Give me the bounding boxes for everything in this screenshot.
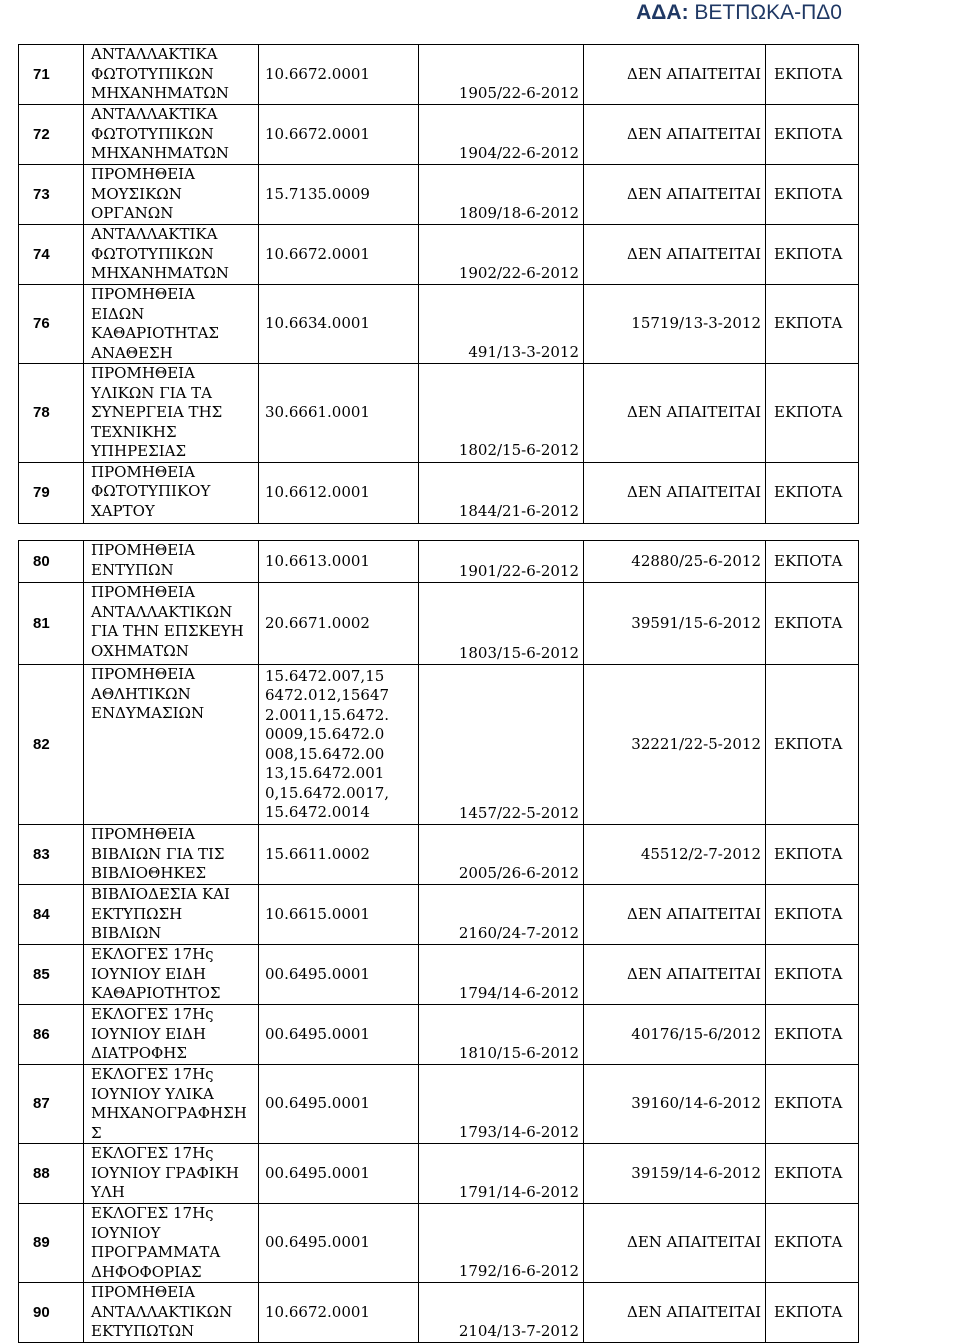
table-row — [19, 105, 859, 165]
approval-reference: ΔΕΝ ΑΠΑΙΤΕΙΤΑΙ — [584, 1204, 766, 1283]
budget-code: 00.6495.0001 — [259, 1005, 419, 1065]
status: ΕΚΠΟΤΑ — [766, 1144, 859, 1204]
status: ΕΚΠΟΤΑ — [766, 885, 859, 945]
decision-number: 1794/14-6-2012 — [419, 945, 584, 1005]
approval-reference: ΔΕΝ ΑΠΑΙΤΕΙΤΑΙ — [584, 225, 766, 285]
table-row — [19, 541, 859, 583]
approval-reference: ΔΕΝ ΑΠΑΙΤΕΙΤΑΙ — [584, 105, 766, 165]
row-number: 79 — [19, 462, 84, 523]
status: ΕΚΠΟΤΑ — [766, 1204, 859, 1283]
procurement-table-bottom — [18, 540, 859, 1343]
approval-reference: ΔΕΝ ΑΠΑΙΤΕΙΤΑΙ — [584, 45, 766, 105]
item-description: ΠΡΟΜΗΘΕΙΑ ΑΘΛΗΤΙΚΩΝ ΕΝΔΥΜΑΣΙΩΝ — [84, 665, 259, 825]
decision-number: 2005/26-6-2012 — [419, 825, 584, 885]
table-row — [19, 665, 859, 825]
item-description: ΠΡΟΜΗΘΕΙΑ ΒΙΒΛΙΩΝ ΓΙΑ ΤΙΣ ΒΙΒΛΙΟΘΗΚΕΣ — [84, 825, 259, 885]
table-row — [19, 165, 859, 225]
decision-number: 1792/16-6-2012 — [419, 1204, 584, 1283]
table-row — [19, 225, 859, 285]
item-description: ΕΚΛΟΓΕΣ 17Ης ΙΟΥΝΙΟΥ ΕΙΔΗ ΔΙΑΤΡΟΦΗΣ — [84, 1005, 259, 1065]
item-description: ΠΡΟΜΗΘΕΙΑ ΦΩΤΟΤΥΠΙΚΟΥ ΧΑΡΤΟΥ — [84, 462, 259, 523]
budget-code: 10.6672.0001 — [259, 225, 419, 285]
row-number: 87 — [19, 1065, 84, 1144]
decision-number: 1809/18-6-2012 — [419, 165, 584, 225]
row-number: 83 — [19, 825, 84, 885]
ada-label: ΑΔΑ: — [636, 1, 689, 24]
approval-reference: ΔΕΝ ΑΠΑΙΤΕΙΤΑΙ — [584, 165, 766, 225]
row-number: 71 — [19, 45, 84, 105]
approval-reference: 15719/13-3-2012 — [584, 285, 766, 364]
row-number: 76 — [19, 285, 84, 364]
budget-code: 20.6671.0002 — [259, 583, 419, 665]
row-number: 74 — [19, 225, 84, 285]
table-row — [19, 945, 859, 1005]
budget-code: 00.6495.0001 — [259, 1204, 419, 1283]
status: ΕΚΠΟΤΑ — [766, 1005, 859, 1065]
table-row — [19, 1283, 859, 1343]
decision-number: 1793/14-6-2012 — [419, 1065, 584, 1144]
approval-reference: 39591/15-6-2012 — [584, 583, 766, 665]
approval-reference: 39160/14-6-2012 — [584, 1065, 766, 1144]
budget-code: 00.6495.0001 — [259, 1065, 419, 1144]
decision-number: 1901/22-6-2012 — [419, 541, 584, 583]
budget-code: 10.6672.0001 — [259, 45, 419, 105]
item-description: ΑΝΤΑΛΛΑΚΤΙΚΑ ΦΩΤΟΤΥΠΙΚΩΝ ΜΗΧΑΝΗΜΑΤΩΝ — [84, 225, 259, 285]
table-row — [19, 45, 859, 105]
approval-reference: ΔΕΝ ΑΠΑΙΤΕΙΤΑΙ — [584, 364, 766, 463]
budget-code: 10.6612.0001 — [259, 462, 419, 523]
item-description: ΕΚΛΟΓΕΣ 17Ης ΙΟΥΝΙΟΥ ΥΛΙΚΑ ΜΗΧΑΝΟΓΡΑΦΗΣΗ Σ — [84, 1065, 259, 1144]
approval-reference: ΔΕΝ ΑΠΑΙΤΕΙΤΑΙ — [584, 945, 766, 1005]
approval-reference: 40176/15-6/2012 — [584, 1005, 766, 1065]
status: ΕΚΠΟΤΑ — [766, 945, 859, 1005]
status: ΕΚΠΟΤΑ — [766, 1283, 859, 1343]
decision-number: 1802/15-6-2012 — [419, 364, 584, 463]
row-number: 89 — [19, 1204, 84, 1283]
approval-reference: ΔΕΝ ΑΠΑΙΤΕΙΤΑΙ — [584, 885, 766, 945]
decision-number: 2160/24-7-2012 — [419, 885, 584, 945]
row-number: 78 — [19, 364, 84, 463]
table-row — [19, 1144, 859, 1204]
table-row — [19, 1065, 859, 1144]
status: ΕΚΠΟΤΑ — [766, 825, 859, 885]
budget-code: 00.6495.0001 — [259, 945, 419, 1005]
decision-number: 1904/22-6-2012 — [419, 105, 584, 165]
status: ΕΚΠΟΤΑ — [766, 541, 859, 583]
row-number: 90 — [19, 1283, 84, 1343]
item-description: ΠΡΟΜΗΘΕΙΑ ΥΛΙΚΩΝ ΓΙΑ ΤΑ ΣΥΝΕΡΓΕΙΑ ΤΗΣ ΤΕΧΝΙΚΗΣ ΥΠΗΡΕΣΙΑΣ — [84, 364, 259, 463]
table-row — [19, 583, 859, 665]
item-description: ΒΙΒΛΙΟΔΕΣΙΑ ΚΑΙ ΕΚΤΥΠΩΣΗ ΒΙΒΛΙΩΝ — [84, 885, 259, 945]
item-description: ΑΝΤΑΛΛΑΚΤΙΚΑ ΦΩΤΟΤΥΠΙΚΩΝ ΜΗΧΑΝΗΜΑΤΩΝ — [84, 105, 259, 165]
budget-code: 15.6611.0002 — [259, 825, 419, 885]
status: ΕΚΠΟΤΑ — [766, 1065, 859, 1144]
table-row — [19, 1005, 859, 1065]
budget-code: 10.6672.0001 — [259, 1283, 419, 1343]
decision-number: 2104/13-7-2012 — [419, 1283, 584, 1343]
budget-code: 10.6634.0001 — [259, 285, 419, 364]
status: ΕΚΠΟΤΑ — [766, 665, 859, 825]
item-description: ΠΡΟΜΗΘΕΙΑ ΕΝΤΥΠΩΝ — [84, 541, 259, 583]
budget-code: 10.6672.0001 — [259, 105, 419, 165]
budget-code: 00.6495.0001 — [259, 1144, 419, 1204]
decision-number: 1457/22-5-2012 — [419, 665, 584, 825]
approval-reference: 39159/14-6-2012 — [584, 1144, 766, 1204]
status: ΕΚΠΟΤΑ — [766, 583, 859, 665]
ada-header — [636, 2, 842, 24]
approval-reference: ΔΕΝ ΑΠΑΙΤΕΙΤΑΙ — [584, 462, 766, 523]
approval-reference: 45512/2-7-2012 — [584, 825, 766, 885]
decision-number: 1791/14-6-2012 — [419, 1144, 584, 1204]
row-number: 84 — [19, 885, 84, 945]
row-number: 86 — [19, 1005, 84, 1065]
status: ΕΚΠΟΤΑ — [766, 105, 859, 165]
status: ΕΚΠΟΤΑ — [766, 462, 859, 523]
budget-code: 10.6613.0001 — [259, 541, 419, 583]
budget-code: 15.7135.0009 — [259, 165, 419, 225]
row-number: 85 — [19, 945, 84, 1005]
decision-number: 491/13-3-2012 — [419, 285, 584, 364]
decision-number: 1844/21-6-2012 — [419, 462, 584, 523]
row-number: 81 — [19, 583, 84, 665]
table-row — [19, 364, 859, 463]
table-row — [19, 1204, 859, 1283]
approval-reference: 42880/25-6-2012 — [584, 541, 766, 583]
item-description: ΠΡΟΜΗΘΕΙΑ ΜΟΥΣΙΚΩΝ ΟΡΓΑΝΩΝ — [84, 165, 259, 225]
item-description: ΕΚΛΟΓΕΣ 17Ης ΙΟΥΝΙΟΥ ΕΙΔΗ ΚΑΘΑΡΙΟΤΗΤΟΣ — [84, 945, 259, 1005]
status: ΕΚΠΟΤΑ — [766, 364, 859, 463]
item-description: ΕΚΛΟΓΕΣ 17Ης ΙΟΥΝΙΟΥ ΠΡΟΓΡΑΜΜΑΤΑ ΔΗΦΟΦΟΡΙΑΣ — [84, 1204, 259, 1283]
row-number: 88 — [19, 1144, 84, 1204]
row-number: 73 — [19, 165, 84, 225]
item-description: ΑΝΤΑΛΛΑΚΤΙΚΑ ΦΩΤΟΤΥΠΙΚΩΝ ΜΗΧΑΝΗΜΑΤΩΝ — [84, 45, 259, 105]
table-body-bottom — [19, 541, 859, 1343]
table-body-top — [19, 45, 859, 524]
item-description: ΕΚΛΟΓΕΣ 17Ης ΙΟΥΝΙΟΥ ΓΡΑΦΙΚΗ ΥΛΗ — [84, 1144, 259, 1204]
approval-reference: ΔΕΝ ΑΠΑΙΤΕΙΤΑΙ — [584, 1283, 766, 1343]
row-number: 72 — [19, 105, 84, 165]
item-description: ΠΡΟΜΗΘΕΙΑ ΑΝΤΑΛΛΑΚΤΙΚΩΝ ΓΙΑ ΤΗΝ ΕΠΣΚΕΥΗ ΟΧΗΜΑΤΩΝ — [84, 583, 259, 665]
row-number: 82 — [19, 665, 84, 825]
ada-code: ΒΕΤΠΩΚΑ-ΠΔ0 — [694, 1, 842, 24]
decision-number: 1810/15-6-2012 — [419, 1005, 584, 1065]
budget-code: 30.6661.0001 — [259, 364, 419, 463]
item-description: ΠΡΟΜΗΘΕΙΑ ΕΙΔΩΝ ΚΑΘΑΡΙΟΤΗΤΑΣ ΑΝΑΘΕΣΗ — [84, 285, 259, 364]
row-number: 80 — [19, 541, 84, 583]
procurement-table-top — [18, 44, 859, 524]
budget-code: 15.6472.007,15 6472.012,15647 2.0011,15.6472. 0009,15.6472.0 008,15.6472.00 13,15.6472.001 0,15.6472.0017, 15.6472.0014 — [259, 665, 419, 825]
status: ΕΚΠΟΤΑ — [766, 225, 859, 285]
item-description: ΠΡΟΜΗΘΕΙΑ ΑΝΤΑΛΛΑΚΤΙΚΩΝ ΕΚΤΥΠΩΤΩΝ — [84, 1283, 259, 1343]
table-row — [19, 825, 859, 885]
table-row — [19, 285, 859, 364]
status: ΕΚΠΟΤΑ — [766, 165, 859, 225]
table-row — [19, 885, 859, 945]
status: ΕΚΠΟΤΑ — [766, 285, 859, 364]
decision-number: 1902/22-6-2012 — [419, 225, 584, 285]
decision-number: 1803/15-6-2012 — [419, 583, 584, 665]
approval-reference: 32221/22-5-2012 — [584, 665, 766, 825]
decision-number: 1905/22-6-2012 — [419, 45, 584, 105]
table-row — [19, 462, 859, 523]
status: ΕΚΠΟΤΑ — [766, 45, 859, 105]
budget-code: 10.6615.0001 — [259, 885, 419, 945]
